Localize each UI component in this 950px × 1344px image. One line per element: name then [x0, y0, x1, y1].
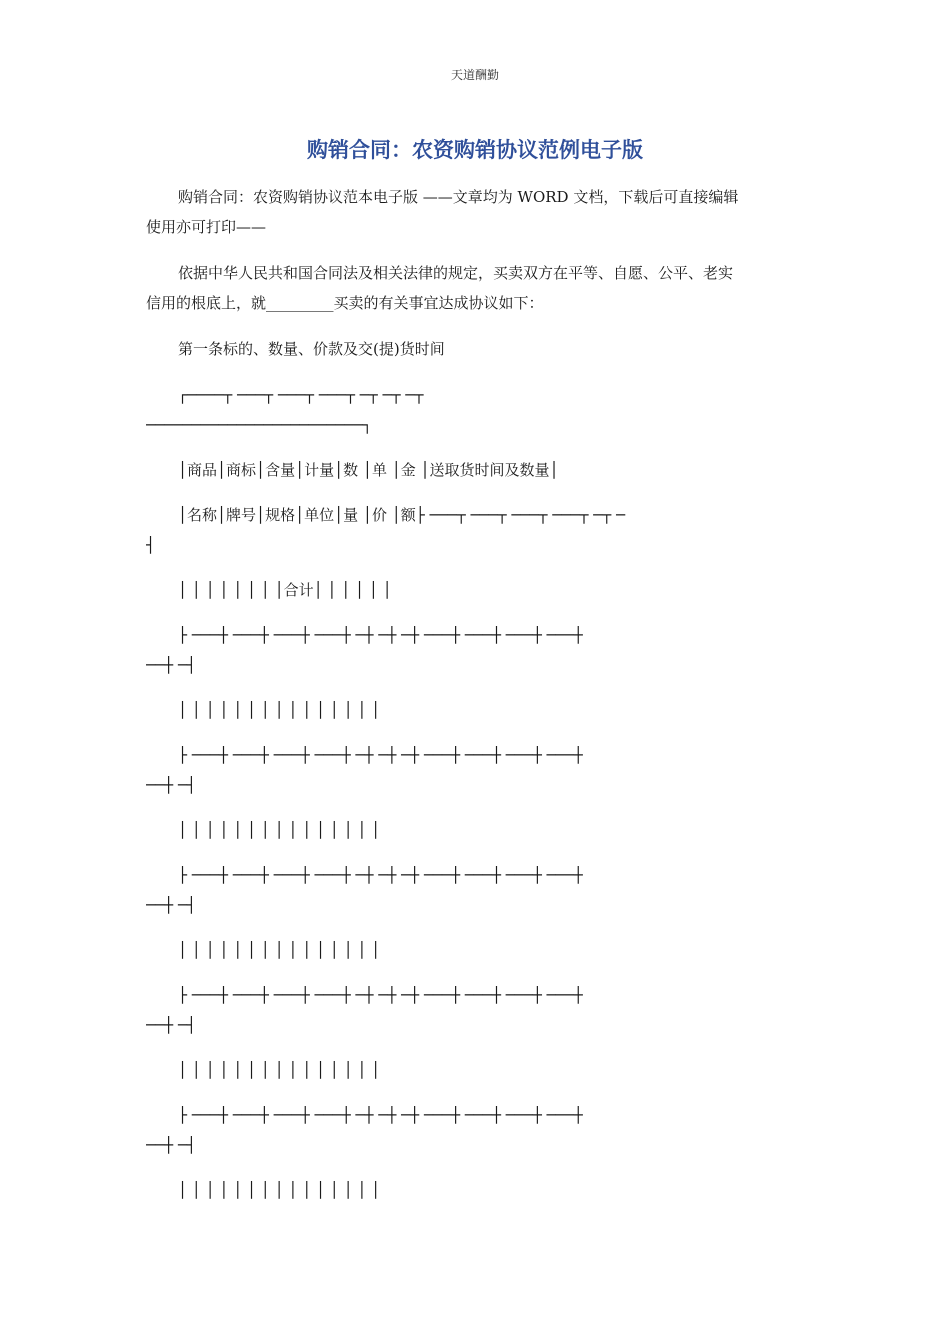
table-separator-5-line-1: ├ ───┼ ───┼ ───┼ ───┼ ─┼ ─┼ ─┼ ───┼ ───┼ ───┼ ───┼: [178, 1106, 583, 1124]
table-total-row: │ │ │ │ │ │ │ │合计│ │ │ │ │ │: [178, 581, 392, 599]
table-separator-4-line-2: ──┼ ─┤: [146, 1016, 196, 1034]
table-top-border-line-2: ────────────────────────┐: [146, 416, 372, 434]
table-separator-5-line-2: ──┼ ─┤: [146, 1136, 196, 1154]
article-1-heading: 第一条标的、数量、价款及交(提)货时间: [178, 340, 445, 358]
intro-paragraph-line-2: 使用亦可打印——: [146, 218, 267, 236]
document-title: 购销合同：农资购销协议范例电子版: [307, 138, 643, 162]
table-empty-row-4: │ │ │ │ │ │ │ │ │ │ │ │ │ │ │: [178, 1061, 381, 1079]
table-separator-2-line-2: ──┼ ─┤: [146, 776, 196, 794]
intro-paragraph-line-1: 购销合同：农资购销协议范本电子版 ——文章均为 WORD 文档，下载后可直接编辑: [178, 188, 739, 206]
table-empty-row-1: │ │ │ │ │ │ │ │ │ │ │ │ │ │ │: [178, 701, 381, 719]
page-header: 天道酬勤: [450, 68, 499, 82]
table-header-row-2-line-2: ┤: [146, 536, 156, 554]
table-empty-row-2: │ │ │ │ │ │ │ │ │ │ │ │ │ │ │: [178, 821, 381, 839]
table-header-row-2-line-1: │名称│牌号│规格│单位│量 │价 │额├ ───┬ ───┬ ───┬ ───┬ ─┬ ─: [178, 506, 625, 524]
table-separator-1-line-2: ──┼ ─┤: [146, 656, 196, 674]
table-top-border-line-1: ┌────┬ ───┬ ───┬ ───┬ ─┬ ─┬ ─┬: [178, 386, 424, 404]
table-empty-row-5: │ │ │ │ │ │ │ │ │ │ │ │ │ │ │: [178, 1181, 381, 1199]
basis-paragraph-line-1: 依据中华人民共和国合同法及相关法律的规定，买卖双方在平等、自愿、公平、老实: [178, 264, 734, 282]
table-separator-4-line-1: ├ ───┼ ───┼ ───┼ ───┼ ─┼ ─┼ ─┼ ───┼ ───┼ ───┼ ───┼: [178, 986, 583, 1004]
table-empty-row-3: │ │ │ │ │ │ │ │ │ │ │ │ │ │ │: [178, 941, 381, 959]
basis-paragraph-line-2: 信用的根底上，就_________买卖的有关事宜达成协议如下：: [146, 294, 544, 312]
table-header-row-1: │商品│商标│含量│计量│数 │单 │金 │送取货时间及数量│: [178, 461, 559, 479]
table-separator-3-line-1: ├ ───┼ ───┼ ───┼ ───┼ ─┼ ─┼ ─┼ ───┼ ───┼ ───┼ ───┼: [178, 866, 583, 884]
table-separator-1-line-1: ├ ───┼ ───┼ ───┼ ───┼ ─┼ ─┼ ─┼ ───┼ ───┼ ───┼ ───┼: [178, 626, 583, 644]
table-separator-2-line-1: ├ ───┼ ───┼ ───┼ ───┼ ─┼ ─┼ ─┼ ───┼ ───┼ ───┼ ───┼: [178, 746, 583, 764]
table-separator-3-line-2: ──┼ ─┤: [146, 896, 196, 914]
